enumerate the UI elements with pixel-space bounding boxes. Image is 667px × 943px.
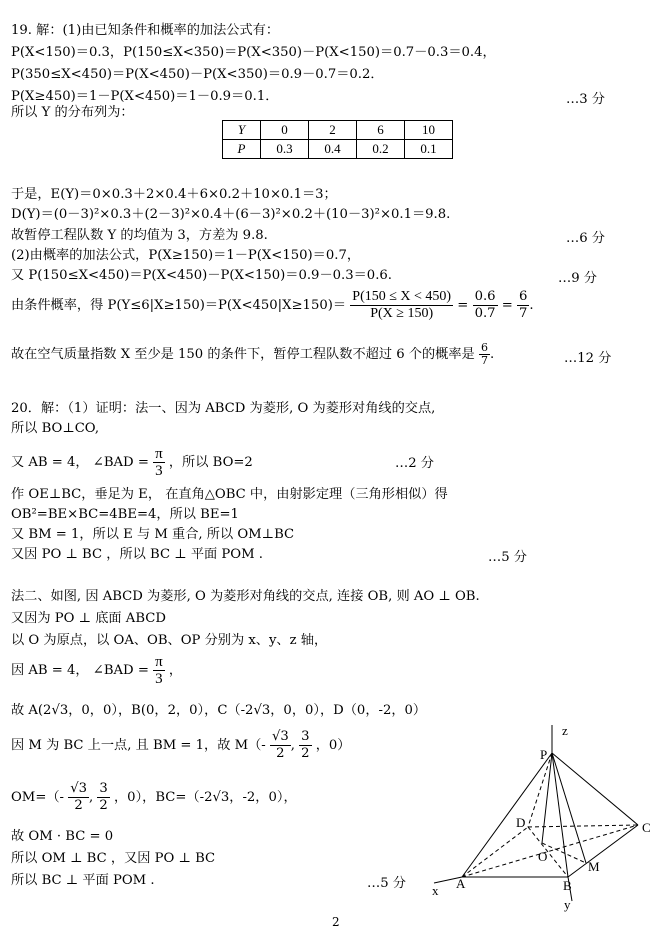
q19-title: 19. 解：(1)由已知条件和概率的加法公式有： bbox=[11, 23, 280, 38]
fraction-denominator: 7 bbox=[480, 354, 488, 367]
label-M: M bbox=[588, 859, 600, 874]
distribution-table bbox=[222, 120, 453, 159]
fraction-denominator: 2 bbox=[74, 798, 83, 813]
edge-PO bbox=[542, 753, 552, 843]
q19-conditional-prob: 由条件概率，得 P(Y≤6|X≥150)＝P(X<450|X≥150)＝ $\frac{P(150 \le X < 450)}{P(X \ge 150)}$ = $\frac{0.6}{0.7}$ = $\frac{6}{7}$ . bbox=[11, 289, 534, 321]
fraction-denominator: 2 bbox=[301, 746, 310, 761]
q20-method2-line-4-text: 因 AB = 4， ∠BAD = bbox=[11, 663, 149, 678]
q19-line-6: D(Y)＝(0－3)²×0.3＋(2－3)²×0.4＋(6－3)²×0.2＋(10－3)²×0.1＝9.8. bbox=[11, 207, 451, 222]
fraction-denominator: 0.7 bbox=[474, 306, 496, 321]
q20-line-7: 又因 PO ⊥ BC ，所以 BC ⊥ 平面 POM . bbox=[11, 547, 263, 562]
table-row bbox=[223, 140, 453, 159]
fraction bbox=[68, 781, 89, 814]
label-P: P bbox=[540, 747, 548, 762]
diagonal-AC-dashed bbox=[462, 825, 638, 877]
q20-method2-line-4 bbox=[11, 654, 182, 687]
q20-method2-line-7-tail: ，0），BC=（-2√3，-2，0）， bbox=[114, 790, 297, 805]
q19-line-1: P(X<150)＝0.3，P(150≤X<350)＝P(X<350)－P(X<150)＝0.7－0.3＝0.4， bbox=[11, 45, 496, 60]
fraction-numerator: 3 bbox=[99, 781, 108, 796]
label-O: O bbox=[538, 849, 548, 864]
table-row bbox=[223, 121, 453, 140]
label-A: A bbox=[456, 876, 466, 891]
fraction bbox=[473, 289, 498, 322]
fraction-numerator: 6 bbox=[519, 289, 528, 304]
fraction bbox=[153, 654, 165, 687]
q19-line-8: (2)由概率的加法公式，P(X≥150)＝1－P(X<150)＝0.7， bbox=[11, 248, 361, 263]
q20-method2-line-2: 又因为 PO ⊥ 底面 ABCD bbox=[11, 611, 166, 626]
fraction bbox=[97, 781, 109, 814]
q20-line-6: 又 BM = 1，所以 E 与 M 重合, 所以 OM⊥BC bbox=[11, 527, 295, 542]
fraction-numerator: 3 bbox=[301, 729, 310, 744]
fraction-numerator: π bbox=[155, 654, 163, 670]
q19-conclusion: 故在空气质量指数 X 至少是 150 的条件下，暂停工程队数不超过 6 个的概率是 $\frac{6}{7}$ . bbox=[11, 341, 495, 367]
q19-score-1: …3 分 bbox=[566, 92, 605, 107]
fraction-numerator: 0.6 bbox=[474, 289, 496, 304]
q20-method2-line-6-text: 因 M 为 BC 上一点, 且 BM = 1，故 M（- bbox=[11, 738, 266, 753]
q20-method2-line-10: 所以 BC ⊥ 平面 POM . bbox=[11, 873, 155, 888]
fraction bbox=[153, 446, 165, 479]
table-cell: 0.1 bbox=[405, 140, 453, 159]
q20-score-2: …5 分 bbox=[488, 550, 527, 565]
q19-line-9: 又 P(150≤X<450)＝P(X<450)－P(X<150)＝0.9－0.3＝0.6. bbox=[11, 268, 392, 283]
edge-PC bbox=[552, 753, 638, 825]
table-cell: 0 bbox=[261, 121, 309, 140]
q20-score-1: …2 分 bbox=[395, 456, 434, 471]
table-cell: 10 bbox=[405, 121, 453, 140]
fraction-numerator: √3 bbox=[70, 781, 88, 796]
q20-method2-line-7-text: OM=（- bbox=[11, 790, 65, 805]
label-y: y bbox=[564, 897, 571, 912]
q20-score-3: …5 分 bbox=[367, 876, 406, 891]
q20-method2-line-6: 因 M 为 BC 上一点, 且 BM = 1，故 M（- $\frac{√3}{2}$ , $\frac{3}{2}$ ，0） bbox=[11, 729, 351, 761]
table-cell: 0.2 bbox=[357, 140, 405, 159]
fraction-numerator: 6 bbox=[480, 341, 488, 354]
page-number: 2 bbox=[332, 915, 340, 929]
pyramid-figure bbox=[420, 715, 660, 915]
q20-method2-line-4-tail: ， bbox=[168, 663, 183, 678]
edge-PB bbox=[552, 753, 568, 877]
table-cell: 2 bbox=[309, 121, 357, 140]
q20-method2-line-7: OM=（- $\frac{√3}{2}$ , $\frac{3}{2}$ ，0），BC=（-2√3，-2，0）， bbox=[11, 781, 297, 813]
table-cell: 6 bbox=[357, 121, 405, 140]
table-cell: 0.4 bbox=[309, 140, 357, 159]
fraction-denominator: 3 bbox=[155, 671, 163, 687]
label-z: z bbox=[562, 723, 568, 738]
fraction bbox=[350, 289, 453, 322]
q20-line-4: 作 OE⊥BC，垂足为 E， 在直角△OBC 中，由射影定理（三角形相似）得 bbox=[11, 487, 448, 502]
q20-line-1: 20．解：（1）证明：法一、因为 ABCD 为菱形, O 为菱形对角线的交点, bbox=[11, 401, 436, 416]
q19-line-4: 所以 Y 的分布列为： bbox=[11, 105, 134, 120]
label-D: D bbox=[516, 815, 526, 830]
q19-score-4: …12 分 bbox=[564, 351, 612, 366]
label-x: x bbox=[432, 883, 439, 898]
fraction bbox=[479, 342, 490, 367]
edge-AD-dashed bbox=[462, 827, 528, 877]
edge-DC-dashed bbox=[528, 825, 638, 827]
edge-BC bbox=[568, 825, 638, 877]
fraction-numerator: P(150 ≤ X < 450) bbox=[352, 289, 452, 304]
q19-line-10-text: 由条件概率，得 P(Y≤6|X≥150)＝P(X<450|X≥150)＝ bbox=[11, 298, 347, 313]
q20-method2-line-8: 故 OM · BC = 0 bbox=[11, 829, 114, 844]
q19-score-3: …9 分 bbox=[558, 271, 597, 286]
q19-line-11-text: 故在空气质量指数 X 至少是 150 的条件下，暂停工程队数不超过 6 个的概率是 bbox=[11, 347, 475, 362]
table-header-y: Y bbox=[223, 121, 261, 140]
fraction-numerator: √3 bbox=[271, 729, 289, 744]
fraction-denominator: P(X ≥ 150) bbox=[370, 306, 434, 321]
equals-sign: = bbox=[457, 298, 469, 313]
q19-line-3: P(X≥450)＝1－P(X<450)＝1－0.9＝0.1． bbox=[11, 89, 279, 104]
edge-PM bbox=[552, 753, 586, 863]
fraction bbox=[299, 729, 311, 762]
q19-line-5: 于是，E(Y)＝0×0.3＋2×0.4＋6×0.2＋10×0.1＝3； bbox=[11, 187, 337, 202]
q19-line-2: P(350≤X<450)＝P(X<450)－P(X<350)＝0.9－0.7＝0.2． bbox=[11, 67, 384, 82]
q20-method2-line-1: 法二、如图, 因 ABCD 为菱形, O 为菱形对角线的交点, 连接 OB, 则 AO ⊥ OB. bbox=[11, 589, 480, 604]
fraction bbox=[517, 289, 529, 322]
fraction-numerator: π bbox=[155, 446, 163, 462]
equals-sign: = bbox=[501, 298, 513, 313]
q20-line-3 bbox=[11, 446, 253, 479]
q19-score-2: …6 分 bbox=[566, 231, 605, 246]
label-B: B bbox=[563, 878, 572, 893]
fraction-denominator: 2 bbox=[276, 746, 285, 761]
q20-line-3-text: 又 AB = 4， ∠BAD = bbox=[11, 455, 149, 470]
edge-PD-dashed bbox=[528, 753, 552, 827]
q20-line-5: OB²=BE×BC=4BE=4，所以 BE=1 bbox=[11, 507, 239, 522]
fraction-denominator: 3 bbox=[155, 463, 163, 479]
table-header-p: P bbox=[223, 140, 261, 159]
q20-method2-line-6-tail: ，0） bbox=[315, 738, 351, 753]
q19-line-7: 故暂停工程队数 Y 的均值为 3，方差为 9.8. bbox=[11, 228, 268, 243]
fraction-denominator: 2 bbox=[99, 798, 108, 813]
table-cell: 0.3 bbox=[261, 140, 309, 159]
fraction-denominator: 7 bbox=[519, 306, 528, 321]
label-C: C bbox=[642, 820, 651, 835]
q20-line-3-tail: ，所以 BO=2 bbox=[168, 455, 253, 470]
q20-method2-line-3: 以 O 为原点，以 OA、OB、OP 分别为 x、y、z 轴， bbox=[11, 633, 328, 648]
fraction bbox=[270, 729, 291, 762]
q20-method2-line-5: 故 A(2√3，0，0），B(0，2，0），C（-2√3，0，0），D（0，-2，0） bbox=[11, 703, 427, 718]
q20-line-2: 所以 BO⊥CO, bbox=[11, 421, 100, 436]
q20-method2-line-9: 所以 OM ⊥ BC ，又因 PO ⊥ BC bbox=[11, 851, 216, 866]
